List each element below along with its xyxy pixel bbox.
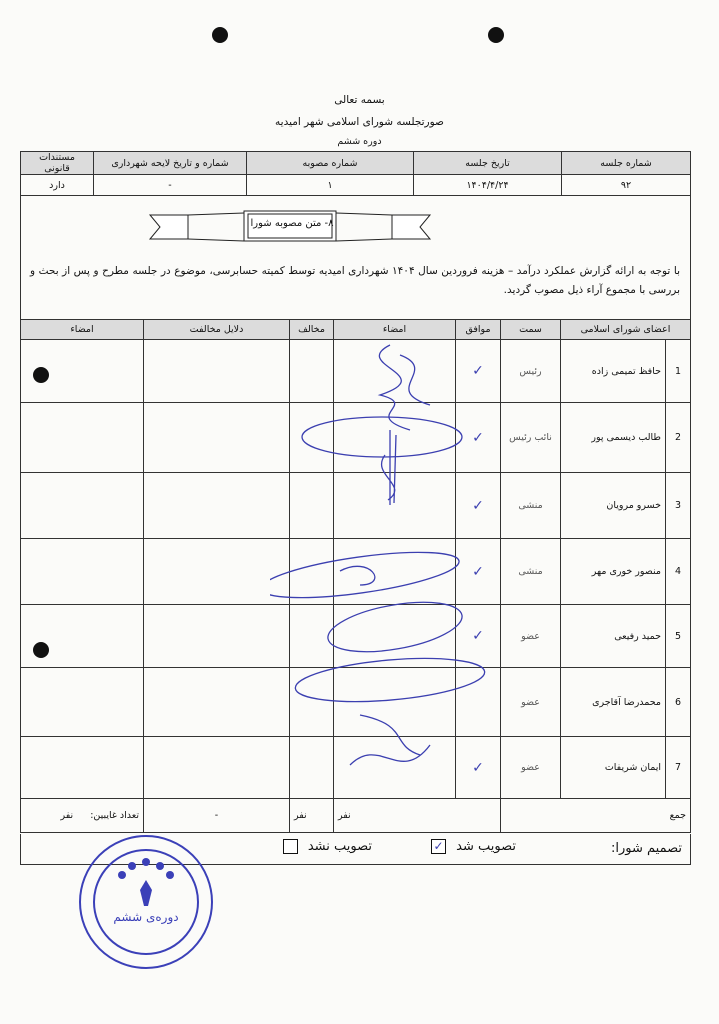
header-bill-number-date: شماره و تاریخ لایحه شهرداری (94, 152, 247, 175)
oppose-reason-cell (144, 340, 290, 403)
member-name: خسرو مرویان (561, 473, 666, 539)
decision-label: تصمیم شورا: (611, 841, 682, 856)
oppose-total: - (144, 799, 290, 833)
header-role: سمت (501, 320, 561, 340)
member-role: منشی (501, 539, 561, 605)
agree-check: ✓ (456, 737, 501, 799)
approved-option[interactable] (431, 839, 516, 854)
member-role: عضو (501, 605, 561, 668)
rejected-label: تصویب نشد (307, 839, 372, 854)
resolution-number: ۱ (247, 175, 414, 196)
agree-check: ✓ (456, 403, 501, 473)
absent-unit: نفر (60, 810, 74, 821)
agree-check: ✓ (456, 539, 501, 605)
oppose-reason-cell (144, 539, 290, 605)
agree-total: نفر (334, 799, 501, 833)
oppose-reason-cell (144, 403, 290, 473)
punch-hole-top-left (212, 27, 228, 43)
header-oppose: مخالف (290, 320, 334, 340)
absent-count (21, 799, 144, 833)
member-role: عضو (501, 668, 561, 737)
header-resolution-number: شماره مصوبه (247, 152, 414, 175)
oppose-reason-cell (144, 737, 290, 799)
oppose-signature-cell (21, 605, 144, 668)
member-number: 7 (666, 737, 691, 799)
header-agree: موافق (456, 320, 501, 340)
header-session-number: شماره جلسه (562, 152, 691, 175)
agree-check: ✓ (456, 340, 501, 403)
header-session-date: تاریخ جلسه (414, 152, 562, 175)
oppose-signature-cell (21, 403, 144, 473)
seal-inner-text: دوره‌ی ششم (113, 910, 179, 924)
council-period: دوره ششم (337, 136, 382, 147)
member-number: 5 (666, 605, 691, 668)
session-info-table (20, 151, 691, 196)
approved-checkbox[interactable] (431, 839, 446, 854)
council-seal (76, 832, 216, 972)
header-oppose-reasons: دلایل مخالفت (144, 320, 290, 340)
oppose-reason-cell (144, 605, 290, 668)
basmala: بسمه تعالی (334, 94, 385, 106)
signatures (270, 335, 500, 795)
oppose-reason-cell (144, 473, 290, 539)
absent-label: تعداد غایبین: (90, 810, 139, 821)
member-number: 1 (666, 340, 691, 403)
oppose-signature-cell (21, 539, 144, 605)
header-legal-basis: مستندات قانونی (21, 152, 94, 175)
member-name: منصور خوری مهر (561, 539, 666, 605)
oppose-signature-cell (21, 668, 144, 737)
oppose-signature-cell (21, 340, 144, 403)
member-name: حافظ تمیمی زاده (561, 340, 666, 403)
document-title: صورتجلسه شورای اسلامی شهر امیدیه (275, 116, 444, 128)
punch-hole-top-right (488, 27, 504, 43)
resolution-text: با توجه به ارائه گزارش عملکرد درآمد – هزینه فروردین سال ۱۴۰۴ شهرداری امیدیه توسط کمیته حسابرسی، موضوع در جلسه مطرح و پس از بحث و بررسی با مجموع آراء ذیل مصوب گردید. (30, 265, 680, 296)
session-date: ۱۴۰۴/۴/۲۴ (414, 175, 562, 196)
member-number: 3 (666, 473, 691, 539)
member-role: عضو (501, 737, 561, 799)
member-role: نائب رئیس (501, 403, 561, 473)
rejected-option[interactable] (283, 839, 372, 854)
header-members: اعضای شورای اسلامی (561, 320, 691, 340)
legal-basis: دارد (21, 175, 94, 196)
member-name: طالب دیسمی پور (561, 403, 666, 473)
section-title: ۸- متن مصوبه شورا (250, 218, 334, 229)
member-number: 2 (666, 403, 691, 473)
bill-number-date: - (94, 175, 247, 196)
rejected-checkbox[interactable] (283, 839, 298, 854)
oppose-signature-cell (21, 473, 144, 539)
oppose-reason-cell (144, 668, 290, 737)
session-number: ۹۲ (562, 175, 691, 196)
member-role: منشی (501, 473, 561, 539)
approved-check-mark: ✓ (433, 839, 444, 853)
header-agree-signature: امضاء (334, 320, 456, 340)
member-name: محمدرضا آقاجری (561, 668, 666, 737)
sum-label: جمع (501, 799, 691, 833)
member-number: 4 (666, 539, 691, 605)
approved-label: تصویب شد (456, 839, 516, 854)
member-name: حمید رفیعی (561, 605, 666, 668)
oppose-unit: نفر (290, 799, 334, 833)
header-oppose-signature: امضاء (21, 320, 144, 340)
oppose-signature-cell (21, 737, 144, 799)
member-role: رئیس (501, 340, 561, 403)
agree-check: ✓ (456, 605, 501, 668)
totals-row (21, 799, 691, 833)
member-number: 6 (666, 668, 691, 737)
agree-check: ✓ (456, 473, 501, 539)
member-name: ایمان شریفات (561, 737, 666, 799)
